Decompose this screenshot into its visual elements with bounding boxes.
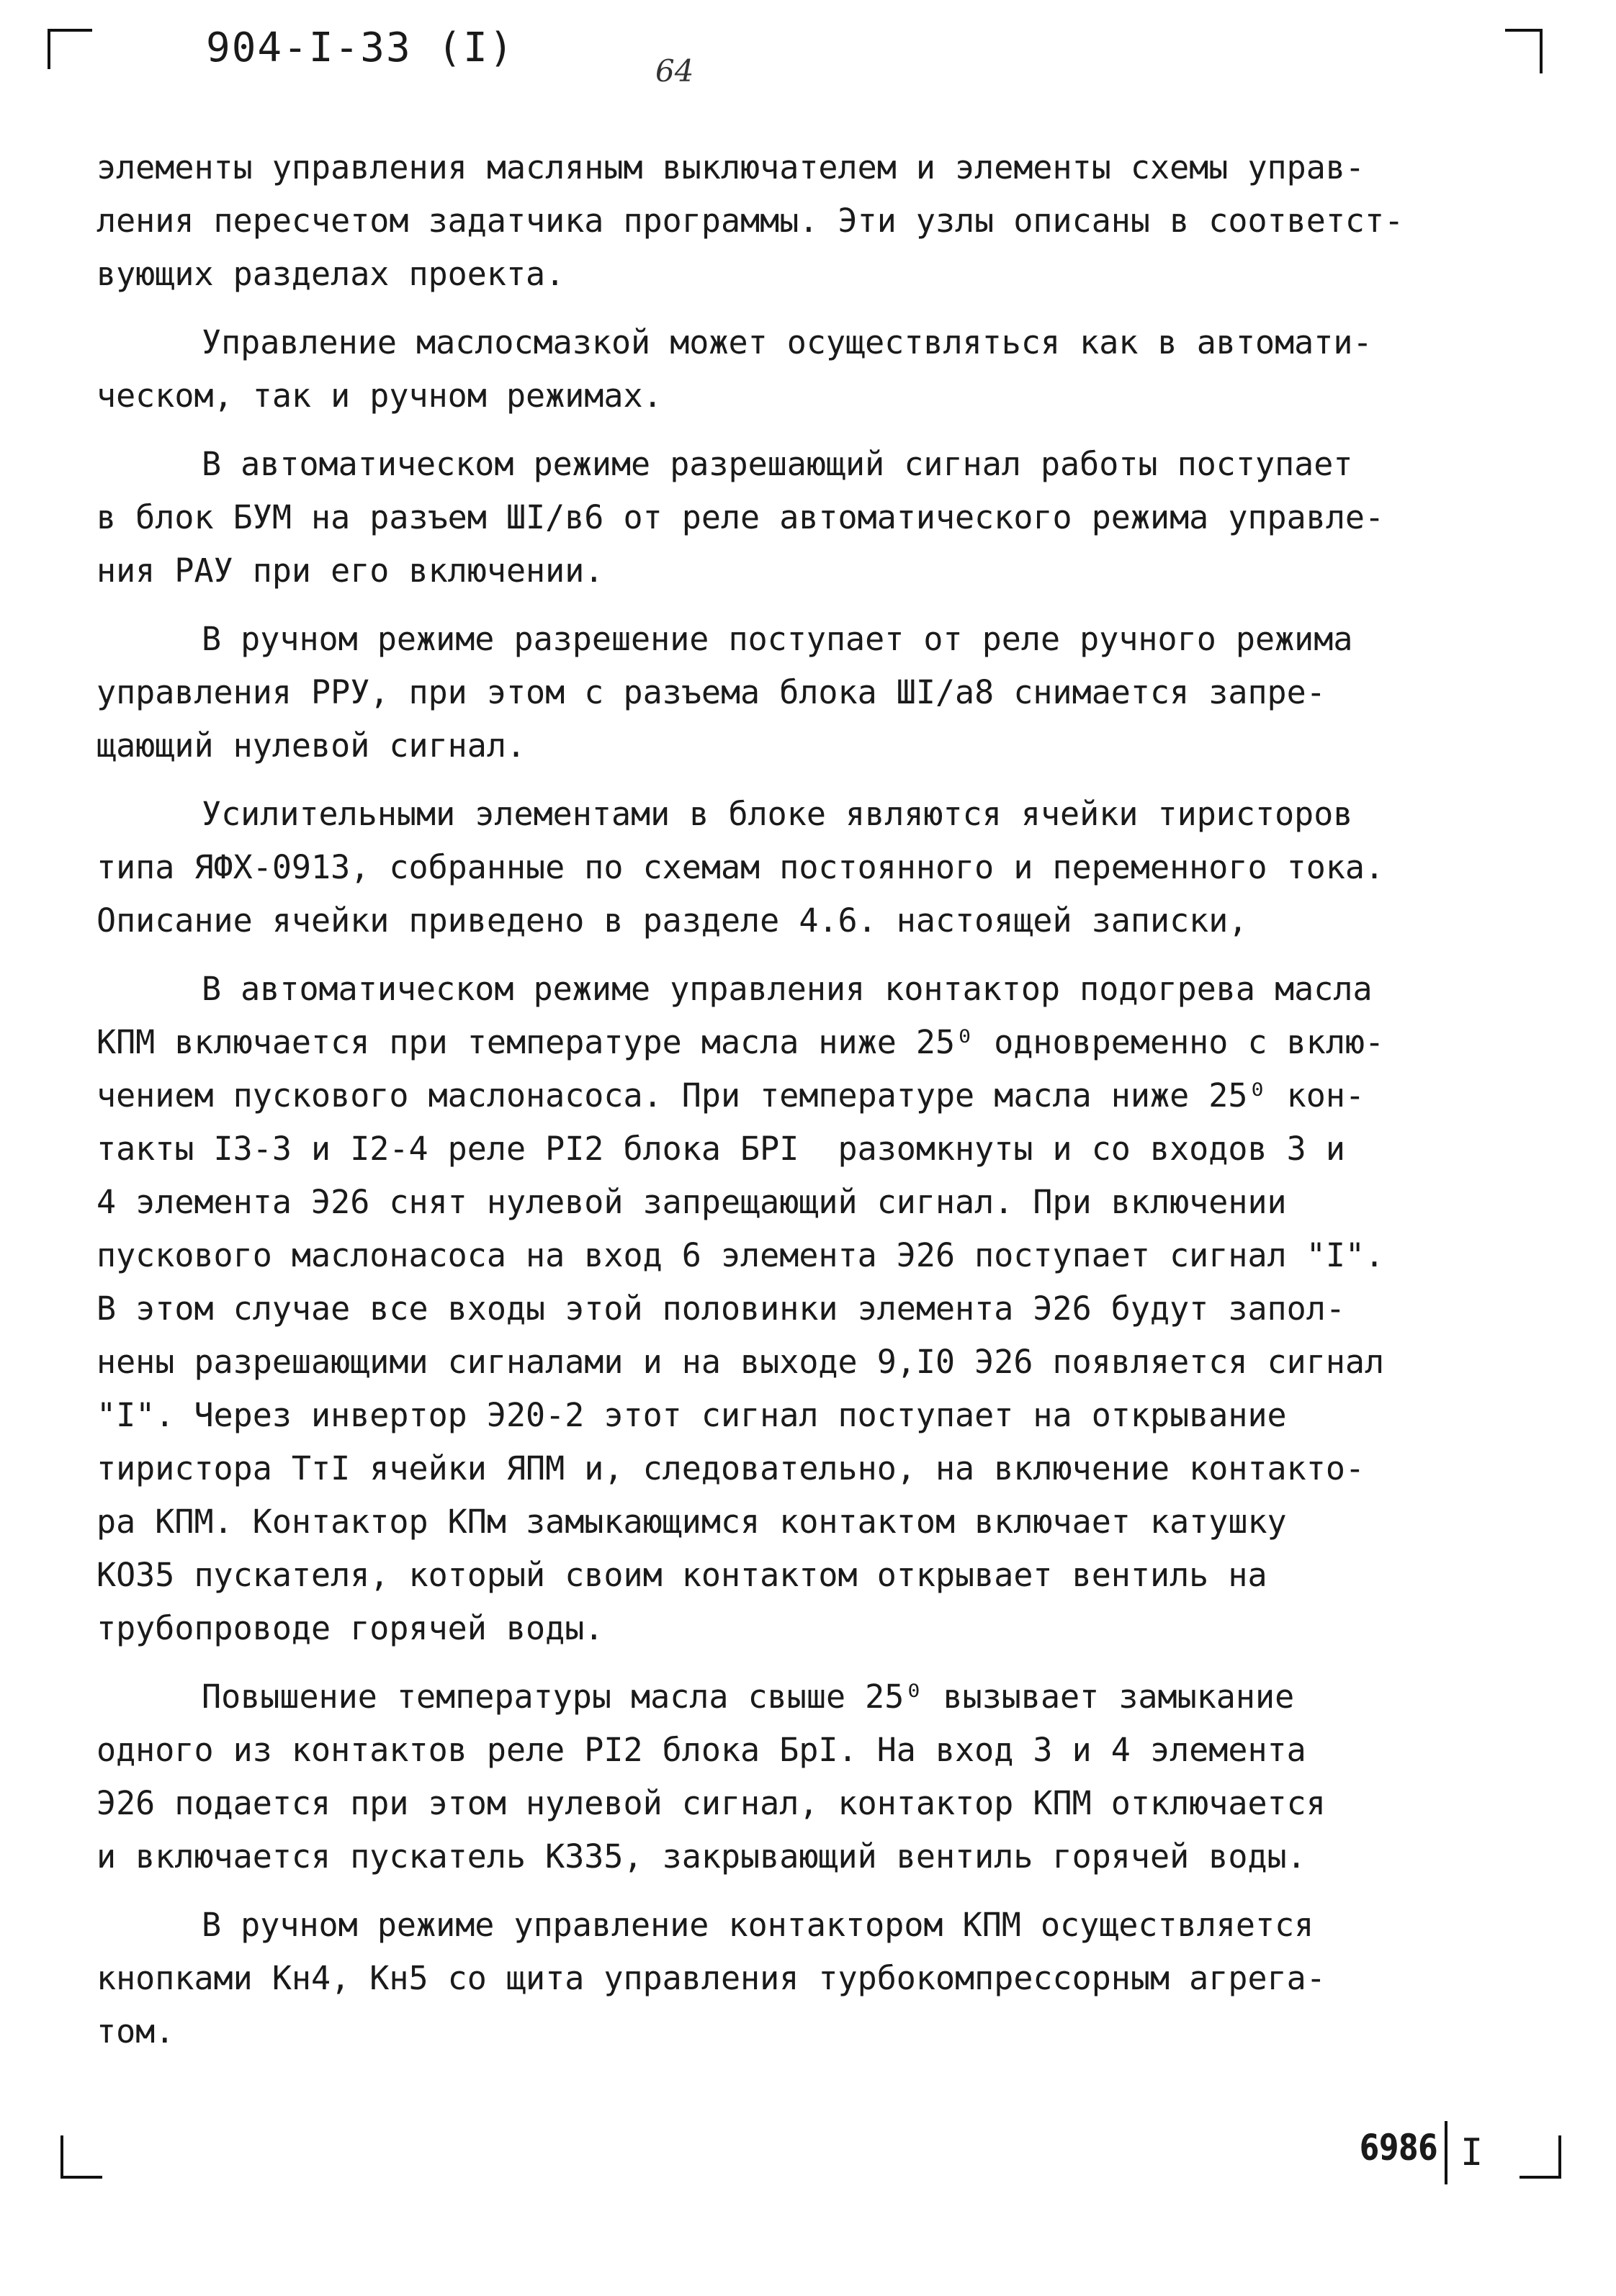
text-line: чением пускового маслонасоса. При температуре масла ниже 25⁰ кон- <box>96 1076 1365 1115</box>
text-line: КПМ включается при температуре масла ниже 25⁰ одновременно с вклю- <box>96 1023 1385 1061</box>
text-line: В ручном режиме управление контактором КПМ осуществляется <box>202 1906 1314 1944</box>
corner-mark-bottom-left <box>60 2135 102 2179</box>
text-line: ния РАУ при его включении. <box>96 552 604 590</box>
text-line: трубопроводе горячей воды. <box>96 1609 604 1647</box>
text-line: В автоматическом режиме управления контактор подогрева масла <box>202 970 1373 1008</box>
text-line: такты I3-3 и I2-4 реле PI2 блока БРI разомкнуты и со входов 3 и <box>96 1130 1345 1168</box>
paragraph <box>96 316 1530 423</box>
text-line: "I". Через инвертор Э20-2 этот сигнал поступает на открывание <box>96 1396 1287 1434</box>
text-line: 4 элемента Э26 снят нулевой запрещающий сигнал. При включении <box>96 1183 1287 1221</box>
body-text <box>96 141 1530 2074</box>
corner-mark-top-right <box>1505 29 1543 73</box>
text-line: нены разрешающими сигналами и на выходе 9,I0 Э26 появляется сигнал <box>96 1343 1385 1381</box>
text-line: управления РРУ, при этом с разъема блока ШI/а8 снимается запре- <box>96 673 1326 711</box>
corner-mark-bottom-right <box>1520 2135 1561 2179</box>
paragraph <box>96 1670 1530 1883</box>
text-line: В автоматическом режиме разрешающий сигнал работы поступает <box>202 445 1353 483</box>
text-line: КО35 пускателя, который своим контактом открывает вентиль на <box>96 1556 1267 1594</box>
text-line: Повышение температуры масла свыше 25⁰ вызывает замыкание <box>202 1678 1295 1716</box>
text-line: Усилительными элементами в блоке являются ячейки тиристоров <box>202 795 1353 833</box>
text-line: щающий нулевой сигнал. <box>96 726 526 765</box>
inventory-number: 6986 <box>1360 2127 1438 2169</box>
footer-divider <box>1445 2121 1447 2184</box>
paragraph <box>96 438 1530 598</box>
text-line: ческом, так и ручном режимах. <box>96 377 663 415</box>
corner-mark-top-left <box>48 29 92 69</box>
paragraph <box>96 963 1530 1655</box>
text-line: Управление маслосмазкой может осуществляться как в автомати- <box>202 323 1373 361</box>
text-line: В ручном режиме разрешение поступает от реле ручного режима <box>202 620 1353 658</box>
text-line: пускового маслонасоса на вход 6 элемента Э26 поступает сигнал "I". <box>96 1236 1385 1274</box>
paragraph <box>96 1899 1530 2058</box>
text-line: типа ЯФХ-0913, собранные по схемам постоянного и переменного тока. <box>96 848 1385 886</box>
paragraph <box>96 613 1530 773</box>
text-line: тиристора ТтI ячейки ЯПМ и, следовательно, на включение контакто- <box>96 1449 1365 1487</box>
text-line: том. <box>96 2012 175 2050</box>
text-line: В этом случае все входы этой половинки элемента Э26 будут запол- <box>96 1289 1345 1328</box>
paragraph <box>96 788 1530 947</box>
page-number: 64 <box>655 53 694 89</box>
text-line: в блок БУМ на разъем ШI/в6 от реле автоматического режима управле- <box>96 498 1385 536</box>
text-line: ра КПМ. Контактор КПм замыкающимся контактом включает катушку <box>96 1503 1287 1541</box>
text-line: кнопками Кн4, Кн5 со щита управления турбокомпрессорным агрега- <box>96 1959 1326 1997</box>
paragraph <box>96 141 1530 301</box>
text-line: одного из контактов реле PI2 блока БрI. На вход 3 и 4 элемента <box>96 1731 1306 1769</box>
text-line: ления пересчетом задатчика программы. Эти узлы описаны в соответст- <box>96 202 1404 240</box>
text-line: вующих разделах проекта. <box>96 255 565 293</box>
text-line: и включается пускатель К335, закрывающий вентиль горячей воды. <box>96 1837 1306 1876</box>
text-line: Описание ячейки приведено в разделе 4.6. настоящей записки, <box>96 901 1248 940</box>
text-line: элементы управления масляным выключателем и элементы схемы управ- <box>96 148 1365 186</box>
sheet-number: I <box>1460 2131 1483 2174</box>
text-line: Э26 подается при этом нулевой сигнал, контактор КПМ отключается <box>96 1784 1326 1822</box>
document-code: 904-I-33 (I) <box>206 24 515 71</box>
